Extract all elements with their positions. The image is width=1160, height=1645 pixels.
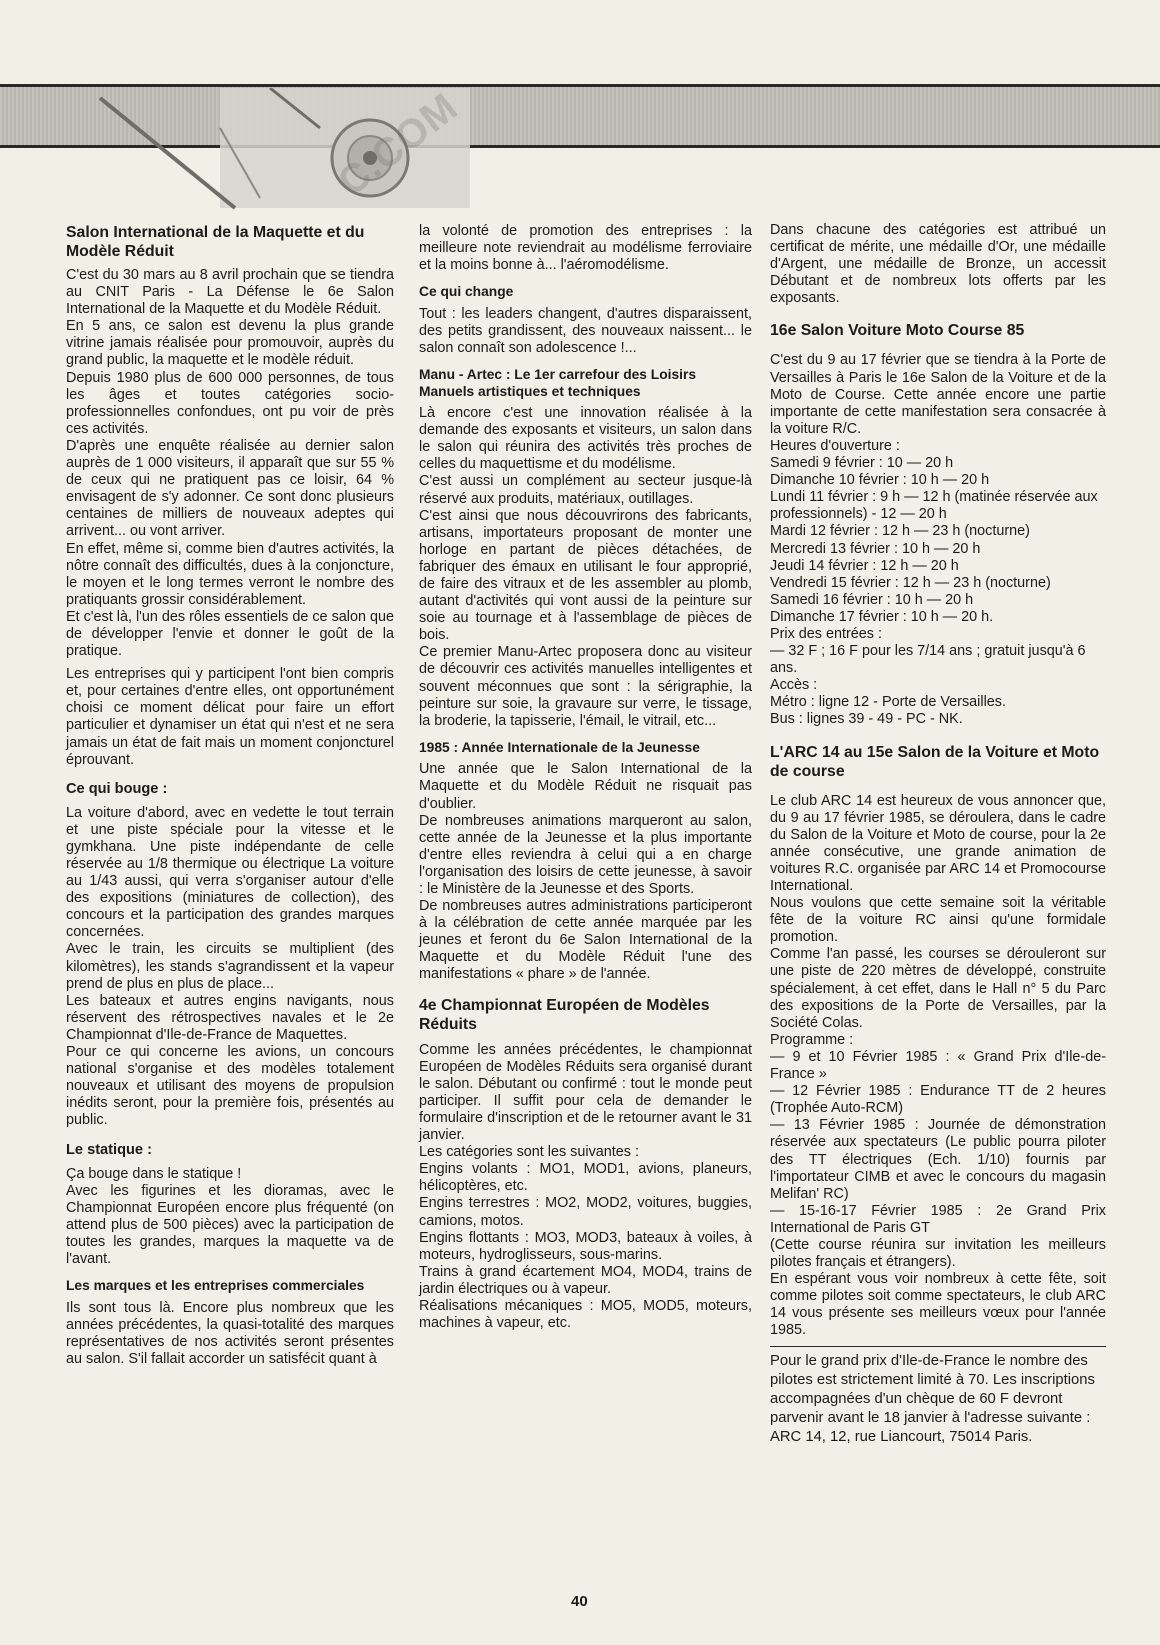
schedule-line: Prix des entrées : [770,625,882,642]
schedule-line: Dimanche 17 février : 10 h — 20 h. [770,608,994,625]
paragraph: Nous voulons que cette semaine soit la véritable fête de la voiture RC ainsi qu'une formidale promotion. [770,895,1106,946]
paragraph: — 13 Février 1985 : Journée de démonstration réservée aux spectateurs (Le public pourra piloter des TT électriques (Ech. 1/10) fournis par l'importateur CIMB et avec le concours du magasin Melifan' RC) [770,1117,1106,1202]
paragraph: Et c'est là, l'un des rôles essentiels de ce salon que de développer l'envie et donner le goût de la pratique. [66,608,394,660]
paragraph: Réalisations mécaniques : MO5, MOD5, moteurs, machines à vapeur, etc. [419,1297,752,1332]
note-text: Pour le grand prix d'Ile-de-France le nombre des pilotes est strictement limité à 70. Les inscriptions accompagnées d'un chèque de 60 F devront parvenir avant le 18 janvier à l'adresse suivante : ARC 14, 12, rue Liancourt, 75014 Paris. [770,1352,1095,1445]
section-heading: Le statique : [66,1141,152,1158]
paragraph: Les entreprises qui y participent l'ont bien compris et, pour certaines d'entre elles, ont opportunément choisi ce moment délicat pour faire un effort particulier et dynamiser un état qui n'est et ne sera jamais un état de fait mais un moment conjoncturel éprouvant. [66,666,394,768]
paragraph: Engins terrestres : MO2, MOD2, voitures, buggies, camions, motos. [419,1195,752,1229]
paragraph: Le club ARC 14 est heureux de vous annoncer que, du 9 au 17 février 1985, se déroulera, dans le cadre du Salon de la Voiture et Moto de course, pour la 2e année consécutive, une grande animation de voitures R.C. organisée par ARC 14 et Promocourse International. [770,792,1106,894]
schedule-list [770,438,1106,729]
paragraph: Les bateaux et autres engins navigants, nous réservent des rétrospectives navales et le 2e Championnat d'Ile-de-France de Maquettes. [66,992,394,1043]
paragraph: Programme : [770,1031,854,1048]
paragraph: Ce premier Manu-Artec proposera donc au visiteur de découvrir ces activités manuelles intelligentes et souvent méconnues que sont : la sérigraphie, la peinture sur soie, la gravaure sur verre, le tissage, la broderie, la tapisserie, l'émail, le vitrail, etc... [419,644,752,729]
schedule-line: Heures d'ouverture : [770,437,900,454]
schedule-line: Vendredi 15 février : 12 h — 23 h (nocturne) [770,574,1051,591]
column-3 [770,222,1106,1447]
paragraph: (Cette course réunira sur invitation les meilleurs pilotes français et étrangers). [770,1236,1106,1271]
divider [770,1346,1106,1347]
paragraph: Tout : les leaders changent, d'autres disparaissent, des petits grandissent, des nouveaux naissent... le salon connaît son adolescence !... [419,305,752,356]
paragraph: De nombreuses autres administrations participeront à la célébration de cette année marquée par les jeunes et feront du 6e Salon International de la Maquette et du Modèle Réduit l'une des manifestations « phare » de l'année. [419,898,752,983]
paragraph: la volonté de promotion des entreprises : la meilleure note reviendrait au modélisme ferroviaire et la moins bonne à... l'aéromodélisme. [419,223,752,274]
paragraph: Dans chacune des catégories est attribué un certificat de mérite, une médaille d'Or, une médaille d'Argent, une médaille de Bronze, un accessit Débutant et de nombreux lots offerts par les exposants. [770,222,1106,307]
schedule-line: Lundi 11 février : 9 h — 12 h (matinée réservée aux professionnels) - 12 — 20 h [770,489,1098,523]
paragraph: C'est du 30 mars au 8 avril prochain que se tiendra au CNIT Paris - La Défense le 6e Salon International de la Maquette et du Modèle Réduit. [66,267,394,318]
article-title: Salon International de la Maquette et du Modèle Réduit [66,224,365,260]
paragraph: De nombreuses animations marqueront au salon, cette année de la Jeunesse et la plus importante d'entre elles reviendra à celui qui a en charge l'organisation des loisirs de cette jeunesse, à savoir : le Ministère de la Jeunesse et des Sports. [419,812,752,897]
paragraph: En 5 ans, ce salon est devenu la plus grande vitrine jamais réalisée pour promouvoir, auprès du grand public, la maquette et le modèle réduit. [66,318,394,369]
paragraph: C'est ainsi que nous découvrirons des fabricants, artisans, importateurs proposant de monter une horloge en partant de pièces détachées, de fabriquer des émaux en utilisant le four approprié, de faire des vitraux et de les assembler au plomb, autant d'activités qui vont aussi de la peinture sur soie au tournage et à l'assemblage de pièces de bois. [419,507,752,644]
paragraph: Avec les figurines et les dioramas, avec le Championnat Européen encore plus fréquenté (on attend plus de 500 pièces) avec la participation de toutes les grandes, marques la maquette va de l'avant. [66,1182,394,1267]
paragraph: En effet, même si, comme bien d'autres activités, la nôtre connaît des difficultés, dues à la conjoncture, le moyen et le long termes verront le nombre des pratiquants grossir considérablement. [66,540,395,608]
column-1 [66,223,394,1368]
schedule-line: — 32 F ; 16 F pour les 7/14 ans ; gratuit jusqu'à 6 ans. [770,643,1086,677]
schedule-line: Bus : lignes 39 - 49 - PC - NK. [770,711,963,728]
paragraph: C'est du 9 au 17 février que se tiendra à la Porte de Versailles à Paris le 16e Salon de la Voiture et de la Moto de Course. Cette année encore une partie importante de cette manifestation sera consacrée à la voiture R/C. [770,352,1106,437]
paragraph: Les catégories sont les suivantes : [419,1144,639,1161]
schedule-line: Samedi 16 février : 10 h — 20 h [770,591,974,608]
section-title: 16e Salon Voiture Moto Course 85 [770,322,1025,340]
section-heading: Ce qui bouge : [66,780,168,797]
section-title: 4e Championnat Européen de Modèles Réduits [419,996,710,1033]
paragraph: Pour ce qui concerne les avions, un concours national s'organise et des modèles totalement nouveaux et utilisant des moyens de propulsion inédits seront, pour la première fois, présentés au public. [66,1044,394,1129]
schedule-line: Dimanche 10 février : 10 h — 20 h [770,472,990,489]
paragraph: Depuis 1980 plus de 600 000 personnes, de tous les âges et toutes catégories socio-professionnelles confondues, ont pu voir de près ces activités. [66,369,394,437]
paragraph: D'après une enquête réalisée au dernier salon auprès de 1 000 visiteurs, il apparaît que sur 55 % de ceux qui ne pratiquent pas ce loisir, 64 % envisagent de s'y adonner. Ce sont donc plusieurs centaines de milliers de nouveaux adeptes qui arrivent... ou vont arriver. [66,437,394,540]
paragraph: Comme l'an passé, les courses se dérouleront sur une piste de 220 mètres de développé, construite spécialement, à cet effet, dans le Hall n° 5 du Parc des expositions de la Porte de Versailles, par la Société Colas. [770,946,1106,1031]
section-title: L'ARC 14 au 15e Salon de la Voiture et Moto de course [770,743,1100,780]
paragraph: Ils sont tous là. Encore plus nombreux que les années précédentes, la quasi-totalité des marques représentatives de nos activités seront présentes au salon. S'il fallait accorder un satisfécit quant à [66,1299,394,1367]
paragraph: Comme les années précédentes, le championnat Européen de Modèles Réduits sera organisé durant le salon. Débutant ou confirmé : tout le monde peut participer. Il suffit pour cela de demander le formulaire d'inscription et de le retourner avant le 31 janvier. [419,1041,752,1144]
schedule-line: Samedi 9 février : 10 — 20 h [770,455,954,472]
section-heading: Manu - Artec : Le 1er carrefour des Loisirs Manuels artistiques et techniques [419,367,697,399]
paragraph: Engins flottants : MO3, MOD3, bateaux à voiles, à moteurs, hydroglisseurs, sous-marins. [419,1229,752,1263]
schedule-line: Mardi 12 février : 12 h — 23 h (nocturne) [770,523,1030,540]
paragraph: Engins volants : MO1, MOD1, avions, planeurs, hélicoptères, etc. [419,1161,752,1195]
watermark-text: C.COM [330,84,467,205]
paragraph: C'est aussi un complément au secteur jusque-là réservé aux produits, matériaux, outillages. [419,473,752,507]
paragraph: En espérant vous voir nombreux à cette fête, soit comme pilotes soit comme spectateurs, le club ARC 14 vous présente ses meilleurs vœux pour l'année 1985. [770,1271,1106,1339]
schedule-line: Métro : ligne 12 - Porte de Versailles. [770,694,1006,711]
paragraph: Avec le train, les circuits se multiplient (des kilomètres), les stands s'agrandissent et la vapeur prend de plus en plus de place... [66,941,394,992]
column-2 [419,223,752,1332]
paragraph: Là encore c'est une innovation réalisée à la demande des exposants et visiteurs, un salon dans le salon qui réunira des activités très proches de celles du maquettisme et du modélisme. [419,405,752,473]
paragraph: — 9 et 10 Février 1985 : « Grand Prix d'Ile-de-France » [770,1048,1106,1083]
paragraph: Ça bouge dans le statique ! [66,1165,242,1182]
schedule-line: Mercredi 13 février : 10 h — 20 h [770,540,981,557]
section-heading: 1985 : Année Internationale de la Jeunesse [419,739,700,755]
paragraph: Trains à grand écartement MO4, MOD4, trains de jardin électriques ou à vapeur. [419,1263,752,1297]
page-number: 40 [571,1593,588,1610]
paragraph: — 15-16-17 Février 1985 : 2e Grand Prix International de Paris GT [770,1202,1106,1236]
section-heading: Ce qui change [419,284,514,300]
schedule-line: Jeudi 14 février : 12 h — 20 h [770,557,959,574]
section-heading: Les marques et les entreprises commerciales [66,1278,365,1294]
paragraph: La voiture d'abord, avec en vedette le tout terrain et une piste spéciale pour la vitesse et le gymkhana. Une piste indépendante de celle réservée au 1/8 thermique ou électrique La voiture au 1/43 aussi, qui verra s'organiser autour d'elle des expositions (miniatures de collection), des concours et la participation des grandes marques concernées. [66,804,394,941]
schedule-line: Accès : [770,677,818,694]
paragraph: Une année que le Salon International de la Maquette et du Modèle Réduit ne risquait pas d'oublier. [419,761,752,812]
note-box [770,1352,1106,1447]
paragraph: — 12 Février 1985 : Endurance TT de 2 heures (Trophée Auto-RCM) [770,1083,1106,1117]
